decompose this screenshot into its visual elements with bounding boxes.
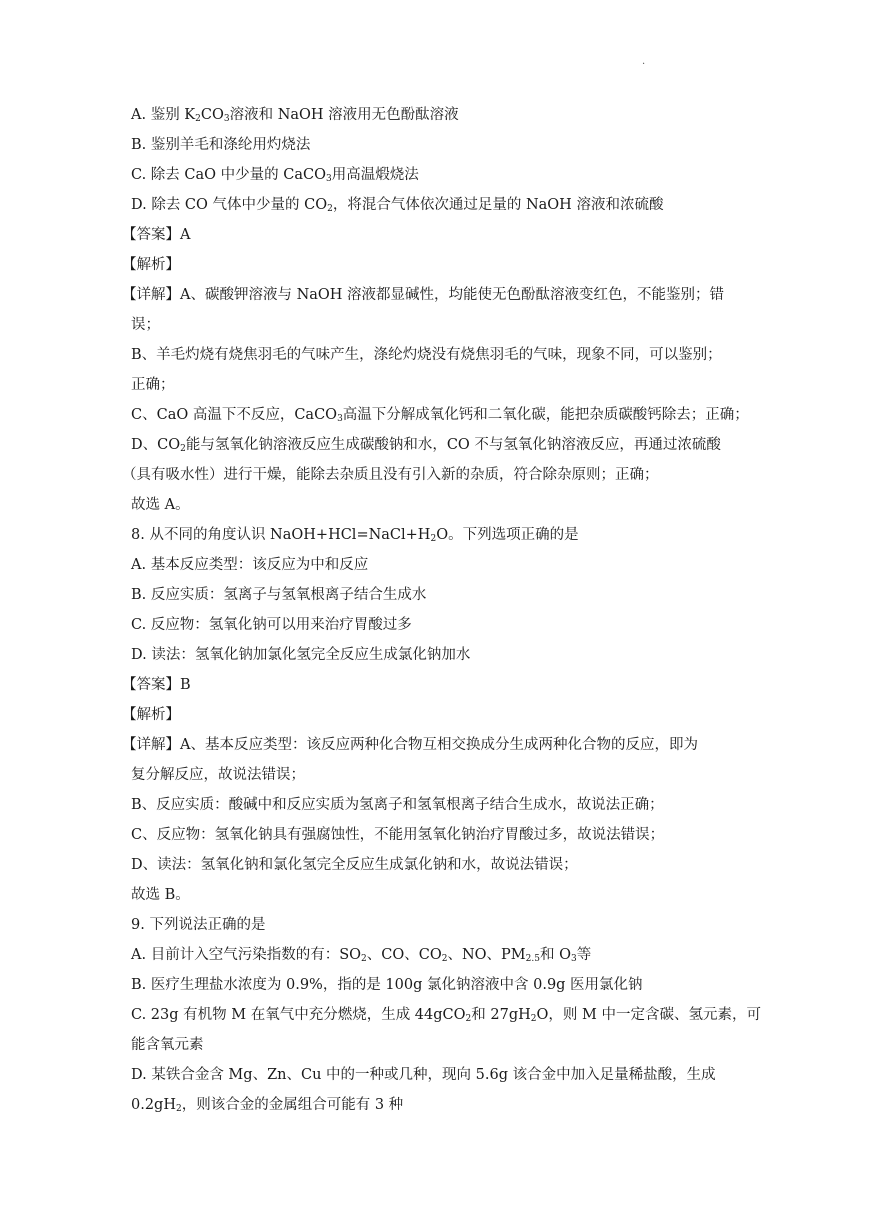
q8-detail-b: B、反应实质：酸碱中和反应实质为氢离子和氢氧根离子结合生成水，故说法正确； [131,797,664,813]
q7-answer: 【答案】A [122,227,191,243]
document-content [122,100,761,1120]
q7-option-a: A. 鉴别 $K_2CO_3$溶液和 NaOH 溶液用无色酚酞溶液 [131,107,459,124]
q8-choose: 故选 B。 [131,887,190,903]
q9-stem: 9. 下列说法正确的是 [131,917,266,933]
q8-analysis-heading: 【解析】 [122,707,180,723]
q7-choose: 故选 A。 [131,497,190,513]
q7-analysis-heading: 【解析】 [122,257,180,273]
q8-option-d: D. 读法：氢氧化钠加氯化氢完全反应生成氯化钠加水 [131,647,471,663]
q8-option-c: C. 反应物：氢氧化钠可以用来治疗胃酸过多 [131,617,412,633]
q8-detail-d: D、读法：氢氧化钠和氯化氢完全反应生成氯化钠和水，故说法错误； [131,857,578,873]
q8-option-b: B. 反应实质：氢离子与氢氧根离子结合生成水 [131,587,427,603]
q8-detail-a-line1: 【详解】A、基本反应类型：该反应两种化合物互相交换成分生成两种化合物的反应，即为 [122,737,698,753]
q9-option-d-line2: $0.2gH_2$，则该合金的金属组合可能有 3 种 [131,1097,404,1114]
q8-option-a: A. 基本反应类型：该反应为中和反应 [131,557,369,573]
q8-answer: 【答案】B [122,677,191,693]
q7-detail-a-line2: 误； [131,317,160,333]
q7-option-d: D. 除去 CO 气体中少量的 $CO_2$，将混合气体依次通过足量的 NaOH 溶液和浓硫酸 [131,197,664,214]
q7-detail-d-line2: （具有吸水性）进行干燥，能除去杂质且没有引入新的杂质，符合除杂原则；正确； [122,467,659,483]
q9-option-c-line2: 能含氧元素 [131,1037,204,1053]
q8-detail-a-line2: 复分解反应，故说法错误； [131,767,305,783]
q8-stem: 8. 从不同的角度认识 $NaOH+HCl=NaCl+H_2O$。下列选项正确的是 [131,527,579,544]
header-dot: . [642,56,646,67]
q8-detail-c: C、反应物：氢氧化钠具有强腐蚀性，不能用氢氧化钠治疗胃酸过多，故说法错误； [131,827,665,843]
q9-option-c-line1: C. 23g 有机物 M 在氧气中充分燃烧，生成 44gCO$_2$和 $27gH_2O$，则 M 中一定含碳、氢元素，可 [131,1007,761,1024]
q7-detail-a-line1: 【详解】A、碳酸钾溶液与 NaOH 溶液都显碱性，均能使无色酚酞溶液变红色，不能鉴别；错 [122,287,725,303]
q7-detail-b-line1: B、羊毛灼烧有烧焦羽毛的气味产生，涤纶灼烧没有烧焦羽毛的气味，现象不同，可以鉴别； [131,347,722,363]
q9-option-b: B. 医疗生理盐水浓度为 0.9%，指的是 100g 氯化钠溶液中含 0.9g 医用氯化钠 [131,977,643,993]
q9-option-a: A. 目前计入空气污染指数的有：$SO_2$、CO、$CO_2$、NO、$PM_{2.5}$和 $O_3$等 [131,947,592,964]
q7-detail-c: C、CaO 高温下不反应，CaCO$_3$高温下分解成氧化钙和二氧化碳，能把杂质碳酸钙除去；正确； [131,407,749,424]
q7-detail-b-line2: 正确； [131,377,175,393]
q7-option-c: C. 除去 CaO 中少量的 CaCO$_3$用高温煅烧法 [131,167,419,184]
q7-detail-d-line1: D、$CO_2$能与氢氧化钠溶液反应生成碳酸钠和水，CO 不与氢氧化钠溶液反应，再通过浓硫酸 [131,437,721,454]
q7-option-b: B. 鉴别羊毛和涤纶用灼烧法 [131,137,311,153]
q9-option-d-line1: D. 某铁合金含 Mg、Zn、Cu 中的一种或几种，现向 5.6g 该合金中加入足量稀盐酸，生成 [131,1067,716,1083]
